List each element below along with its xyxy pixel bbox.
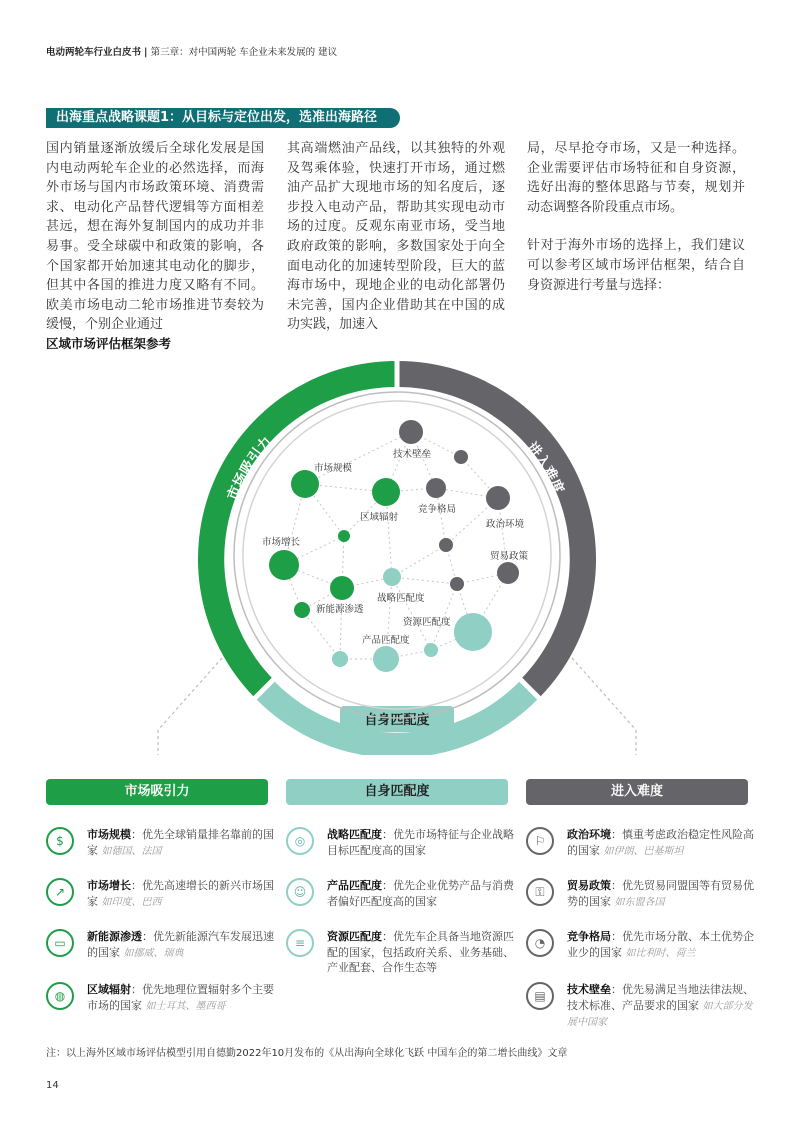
node-tech-barrier bbox=[399, 420, 423, 444]
paragraph: 国内销量逐渐放缓后全球化发展是国内电动两轮车企业的必然选择，而海外市场与国内市场政策环境、消费需求、电动化产品替代逻辑等方面相差甚远，想在海外复制国内的成功并非易事。受全球碳中和政策的影响，各个国家都开始加速其电动化的脚步，但其中各国的推进力度又略有不同。欧美市场电动二轮市场推进节奏较为缓慢，个别企业通过 bbox=[46, 141, 264, 333]
label-competition: 竞争格局 bbox=[418, 504, 457, 515]
criterion-example: 如比利时、荷兰 bbox=[625, 947, 696, 959]
criterion-item bbox=[46, 982, 276, 1014]
criterion-key: 市场规模 bbox=[87, 828, 131, 841]
label-trade-policy: 贸易政策 bbox=[490, 551, 529, 562]
strategy-topic-banner: 出海重点战略课题1：从目标与定位出发，选准出海路径 bbox=[46, 108, 400, 128]
criterion-item bbox=[286, 929, 516, 976]
criterion-key: 产品匹配度 bbox=[327, 879, 382, 892]
arc-label-bottom: 自身匹配度 bbox=[364, 713, 430, 728]
label-strategy-match: 战略匹配度 bbox=[377, 593, 425, 604]
criterion-key: 新能源渗透 bbox=[87, 930, 142, 943]
criterion-key: 战略匹配度 bbox=[327, 828, 382, 841]
criterion-desc: ：优先市场分散、本土优势企业少的国家 bbox=[567, 930, 754, 959]
criterion-desc: ：优先车企具备当地资源匹配的国家，包括政府关系、业务基础、产业配套、合作生态等 bbox=[327, 930, 514, 974]
flag-icon: ⚐ bbox=[526, 827, 554, 855]
criterion-example: 如东盟各国 bbox=[614, 896, 665, 908]
node-gray-low bbox=[450, 577, 464, 591]
arc-label-right: 进入难度 bbox=[523, 439, 567, 497]
criterion-key: 贸易政策 bbox=[567, 879, 611, 892]
criterion-desc: ：优先全球销量排名靠前的国家 bbox=[87, 828, 274, 857]
body-column-3 bbox=[527, 139, 745, 295]
node-competition bbox=[426, 478, 446, 498]
region-market-framework-diagram bbox=[0, 355, 793, 755]
category-header-entry-difficulty: 进入难度 bbox=[526, 779, 748, 805]
growth-chart-icon: ↗ bbox=[46, 878, 74, 906]
target-icon: ◎ bbox=[286, 827, 314, 855]
label-market-growth: 市场增长 bbox=[262, 537, 301, 548]
globe-icon: ◍ bbox=[46, 982, 74, 1010]
criterion-item bbox=[526, 878, 756, 910]
node-nev-penetration bbox=[294, 602, 310, 618]
label-political-env: 政治环境 bbox=[486, 519, 525, 530]
battery-icon: ▭ bbox=[46, 929, 74, 957]
criterion-desc: ：优先贸易同盟国等有贸易优势的国家 bbox=[567, 879, 754, 908]
node-green-mid bbox=[330, 576, 354, 600]
footnote: 注：以上海外区域市场评估模型引用自德勤2022年10月发布的《从出海向全球化飞跃 中国车企的第二增长曲线》文章 bbox=[46, 1048, 568, 1059]
criterion-example: 如伊朗、巴基斯坦 bbox=[603, 845, 684, 857]
criterion-item bbox=[46, 878, 276, 910]
criterion-example: 如大部分发展中国家 bbox=[567, 1000, 753, 1028]
criterion-desc: ：优先易满足当地法律法规、技术标准、产品要求的国家 bbox=[567, 983, 754, 1012]
arc-market-attractiveness bbox=[198, 361, 397, 697]
body-column-1 bbox=[46, 139, 264, 335]
node-teal-small bbox=[424, 643, 438, 657]
node-political-env bbox=[486, 486, 510, 510]
paragraph: 局，尽早抢夺市场，又是一种选择。企业需要评估市场特征和自身资源，选好出海的整体思路与节奏，规划并动态调整各阶段重点市场。 bbox=[527, 141, 745, 215]
criterion-desc: ：慎重考虑政治稳定性风险高的国家 bbox=[567, 828, 754, 857]
criterion-item bbox=[526, 827, 756, 859]
criterion-example: 如土耳其、墨西哥 bbox=[145, 1000, 226, 1012]
criterion-desc: ：优先企业优势产品与消费者偏好匹配度高的国家 bbox=[327, 879, 514, 908]
label-product-match: 产品匹配度 bbox=[362, 635, 410, 646]
category-header-self-match: 自身匹配度 bbox=[286, 779, 508, 805]
node-strategy-match bbox=[383, 568, 401, 586]
criterion-item bbox=[526, 929, 756, 961]
criterion-item bbox=[46, 827, 276, 859]
criterion-key: 技术壁垒 bbox=[567, 983, 611, 996]
node-market-growth bbox=[269, 550, 299, 580]
node-resource-match bbox=[454, 613, 492, 651]
criterion-desc: ：优先新能源汽车发展迅速的国家 bbox=[87, 930, 274, 959]
label-resource-match: 资源匹配度 bbox=[403, 617, 451, 628]
body-column-2 bbox=[287, 139, 505, 335]
node-teal-left bbox=[332, 651, 348, 667]
criterion-example: 如印度、巴西 bbox=[101, 896, 162, 908]
node-regional-radiation bbox=[372, 478, 400, 506]
section-title: 区域市场评估框架参考 bbox=[46, 336, 172, 351]
criterion-desc: ：优先市场特征与企业战略目标匹配度高的国家 bbox=[327, 828, 514, 857]
chapter-title: 第三章：对中国两轮 车企业未来发展的 建议 bbox=[150, 47, 338, 58]
label-nev-penetration: 新能源渗透 bbox=[316, 604, 364, 615]
node-market-size bbox=[291, 470, 319, 498]
criterion-desc: ：优先高速增长的新兴市场国家 bbox=[87, 879, 274, 908]
list-icon: ≡ bbox=[286, 929, 314, 957]
label-tech-barrier: 技术壁垒 bbox=[393, 449, 432, 460]
criterion-key: 资源匹配度 bbox=[327, 930, 382, 943]
label-market-size: 市场规模 bbox=[314, 463, 353, 474]
document-icon: ▤ bbox=[526, 982, 554, 1010]
category-header-market-attractiveness: 市场吸引力 bbox=[46, 779, 268, 805]
page-number: 14 bbox=[46, 1080, 59, 1091]
report-title: 电动两轮车行业白皮书 bbox=[46, 47, 142, 58]
criterion-item bbox=[46, 929, 276, 961]
node-gray-mid bbox=[439, 538, 453, 552]
criterion-key: 市场增长 bbox=[87, 879, 131, 892]
consumer-icon: ☺ bbox=[286, 878, 314, 906]
money-bag-icon: $ bbox=[46, 827, 74, 855]
criterion-example: 如挪威、瑞典 bbox=[123, 947, 184, 959]
paragraph: 其高端燃油产品线，以其独特的外观及驾乘体验，快速打开市场，通过燃油产品扩大现地市场的知名度后，逐步投入电动产品，帮助其实现电动市场的过度。反观东南亚市场，受当地政府政策的影响，多数国家处于向全面电动化的加速转型阶段，巨大的蓝海市场中，现地企业的电动化部署仍未完善，国内企业借助其在中国的成功实践，加速入 bbox=[287, 141, 505, 333]
criterion-item bbox=[286, 827, 516, 858]
criterion-item bbox=[526, 982, 756, 1031]
criterion-desc: ：优先地理位置辐射多个主要市场的国家 bbox=[87, 983, 274, 1012]
criterion-item bbox=[286, 878, 516, 909]
criterion-key: 竞争格局 bbox=[567, 930, 611, 943]
criterion-key: 政治环境 bbox=[567, 828, 611, 841]
node-green-small bbox=[338, 530, 350, 542]
pie-chart-icon: ◔ bbox=[526, 929, 554, 957]
node-gray-small bbox=[454, 450, 468, 464]
running-header bbox=[46, 44, 337, 58]
criterion-key: 区域辐射 bbox=[87, 983, 131, 996]
node-product-match bbox=[373, 646, 399, 672]
node-trade-policy bbox=[497, 562, 519, 584]
arc-label-left: 市场吸引力 bbox=[224, 433, 276, 503]
lock-icon: ⚿ bbox=[526, 878, 554, 906]
label-regional-radiation: 区域辐射 bbox=[360, 512, 399, 523]
header-separator: | bbox=[144, 47, 148, 58]
criterion-example: 如德国、法国 bbox=[101, 845, 162, 857]
paragraph: 针对于海外市场的选择上，我们建议可以参考区域市场评估框架，结合自身资源进行考量与选择： bbox=[527, 238, 745, 293]
